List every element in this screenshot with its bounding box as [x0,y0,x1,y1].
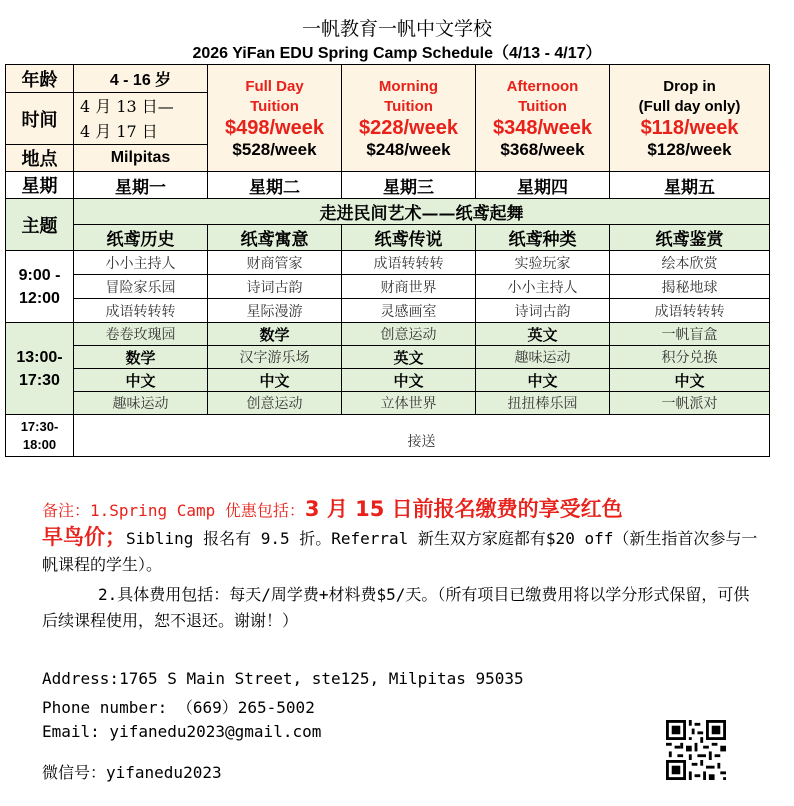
topic: 纸鸢种类 [476,225,610,251]
age-label: 年龄 [6,65,74,93]
topic: 纸鸢传说 [342,225,476,251]
activity: 趣味运动 [74,392,208,415]
plan-afternoon [476,65,610,172]
wechat: 微信号：yifanedu2023 [42,763,222,782]
early-price: $348/week [493,116,592,139]
activity: 汉字游乐场 [208,346,342,369]
date-range [74,93,208,145]
topic: 纸鸢历史 [74,225,208,251]
pickup-time [6,415,74,457]
activity: 英文 [342,346,476,369]
regular-price: $128/week [647,139,732,159]
activity: 立体世界 [342,392,476,415]
activity: 一帆盲盒 [610,323,770,346]
activity: 积分兑换 [610,346,770,369]
activity: 创意运动 [208,392,342,415]
plan-name: Full Day [245,77,304,95]
school-title: 一帆教育一帆中文学校 [301,18,492,40]
afternoon-end: 17:30 [19,371,60,389]
plan-name: Afternoon [506,77,579,95]
notes-prefix: 备注： [42,501,91,520]
activity: 星际漫游 [208,299,342,323]
plan-drop-in [610,65,770,172]
schedule-title: 2026 YiFan EDU Spring Camp Schedule（4/13 - 4/17） [192,45,602,62]
activity: 小小主持人 [476,275,610,299]
activity: 财商管家 [208,251,342,275]
date-end: 4 月 17 日 [80,121,158,141]
regular-price: $248/week [366,139,451,159]
early-price: $228/week [359,116,458,139]
weekday: 星期四 [476,172,610,199]
pickup-end: 18:00 [22,436,57,452]
regular-price: $368/week [500,139,585,159]
note-2: 2.具体费用包括：每天/周学费+材料费$5/天。（所有项目已缴费用将以学分形式保留，可供后续课程使用，恕不退还。谢谢！） [42,585,750,630]
note-1-details: Sibling 报名有 9.5 折。Referral 新生双方家庭都有$20 off（新生指首次参与一帆课程的学生）。 [42,529,758,574]
address: Address:1765 S Main Street, ste125, Milpitas 95035 [42,669,524,688]
theme-title: 走进民间艺术——纸鸢起舞 [74,199,770,225]
plan-name-2: Tuition [518,97,567,115]
activity: 中文 [610,369,770,392]
activity: 诗词古韵 [208,275,342,299]
theme-label: 主题 [6,199,74,251]
activity: 中文 [208,369,342,392]
activity: 成语转转转 [610,299,770,323]
morning-end: 12:00 [19,289,60,307]
place-value: Milpitas [74,145,208,172]
plan-name-2: Tuition [384,97,433,115]
activity: 诗词古韵 [476,299,610,323]
early-bird-highlight: 3 月 15 日前报名缴费的享受红色 [304,497,623,521]
topic: 纸鸢寓意 [208,225,342,251]
plan-name-2: (Full day only) [638,97,741,115]
activity: 绘本欣赏 [610,251,770,275]
activity: 小小主持人 [74,251,208,275]
plan-name-2: Tuition [250,97,299,115]
activity: 数学 [74,346,208,369]
place-label: 地点 [6,145,74,172]
activity: 冒险家乐园 [74,275,208,299]
activity: 一帆派对 [610,392,770,415]
pickup-label: 接送 [74,415,770,457]
morning-time [6,251,74,323]
activity: 中文 [476,369,610,392]
activity: 实验玩家 [476,251,610,275]
activity: 卷卷玫瑰园 [74,323,208,346]
weekday: 星期五 [610,172,770,199]
activity: 揭秘地球 [610,275,770,299]
activity: 数学 [208,323,342,346]
activity: 创意运动 [342,323,476,346]
afternoon-start: 13:00- [16,348,63,366]
weekday: 星期二 [208,172,342,199]
time-label: 时间 [6,93,74,145]
regular-price: $528/week [232,139,317,159]
weekday: 星期三 [342,172,476,199]
pickup-start: 17:30- [20,418,59,434]
wechat-qr-code-icon [666,720,726,780]
weekday: 星期一 [74,172,208,199]
age-value: 4 - 16 岁 [74,65,208,93]
weekday-label: 星期 [6,172,74,199]
activity: 中文 [74,369,208,392]
activity: 财商世界 [342,275,476,299]
afternoon-time [6,323,74,415]
morning-start: 9:00 - [18,266,61,284]
phone: Phone number: （669）265-5002 [42,698,315,717]
plan-name: Morning [378,77,439,95]
early-price: $498/week [225,116,324,139]
plan-name: Drop in [663,77,716,95]
activity: 灵感画室 [342,299,476,323]
topic: 纸鸢鉴赏 [610,225,770,251]
email: Email: yifanedu2023@gmail.com [42,722,322,741]
schedule-table [5,64,770,457]
activity: 中文 [342,369,476,392]
date-start: 4 月 13 日— [80,96,174,116]
activity: 成语转转转 [74,299,208,323]
plan-full-day [208,65,342,172]
plan-morning [342,65,476,172]
activity: 成语转转转 [342,251,476,275]
note-1-intro: 1.Spring Camp 优惠包括： [90,501,305,520]
activity: 英文 [476,323,610,346]
activity: 趣味运动 [476,346,610,369]
early-bird-highlight-2: 早鸟价； [42,525,126,549]
activity: 扭扭棒乐园 [476,392,610,415]
early-price: $118/week [640,116,739,139]
notes-block [42,496,762,634]
